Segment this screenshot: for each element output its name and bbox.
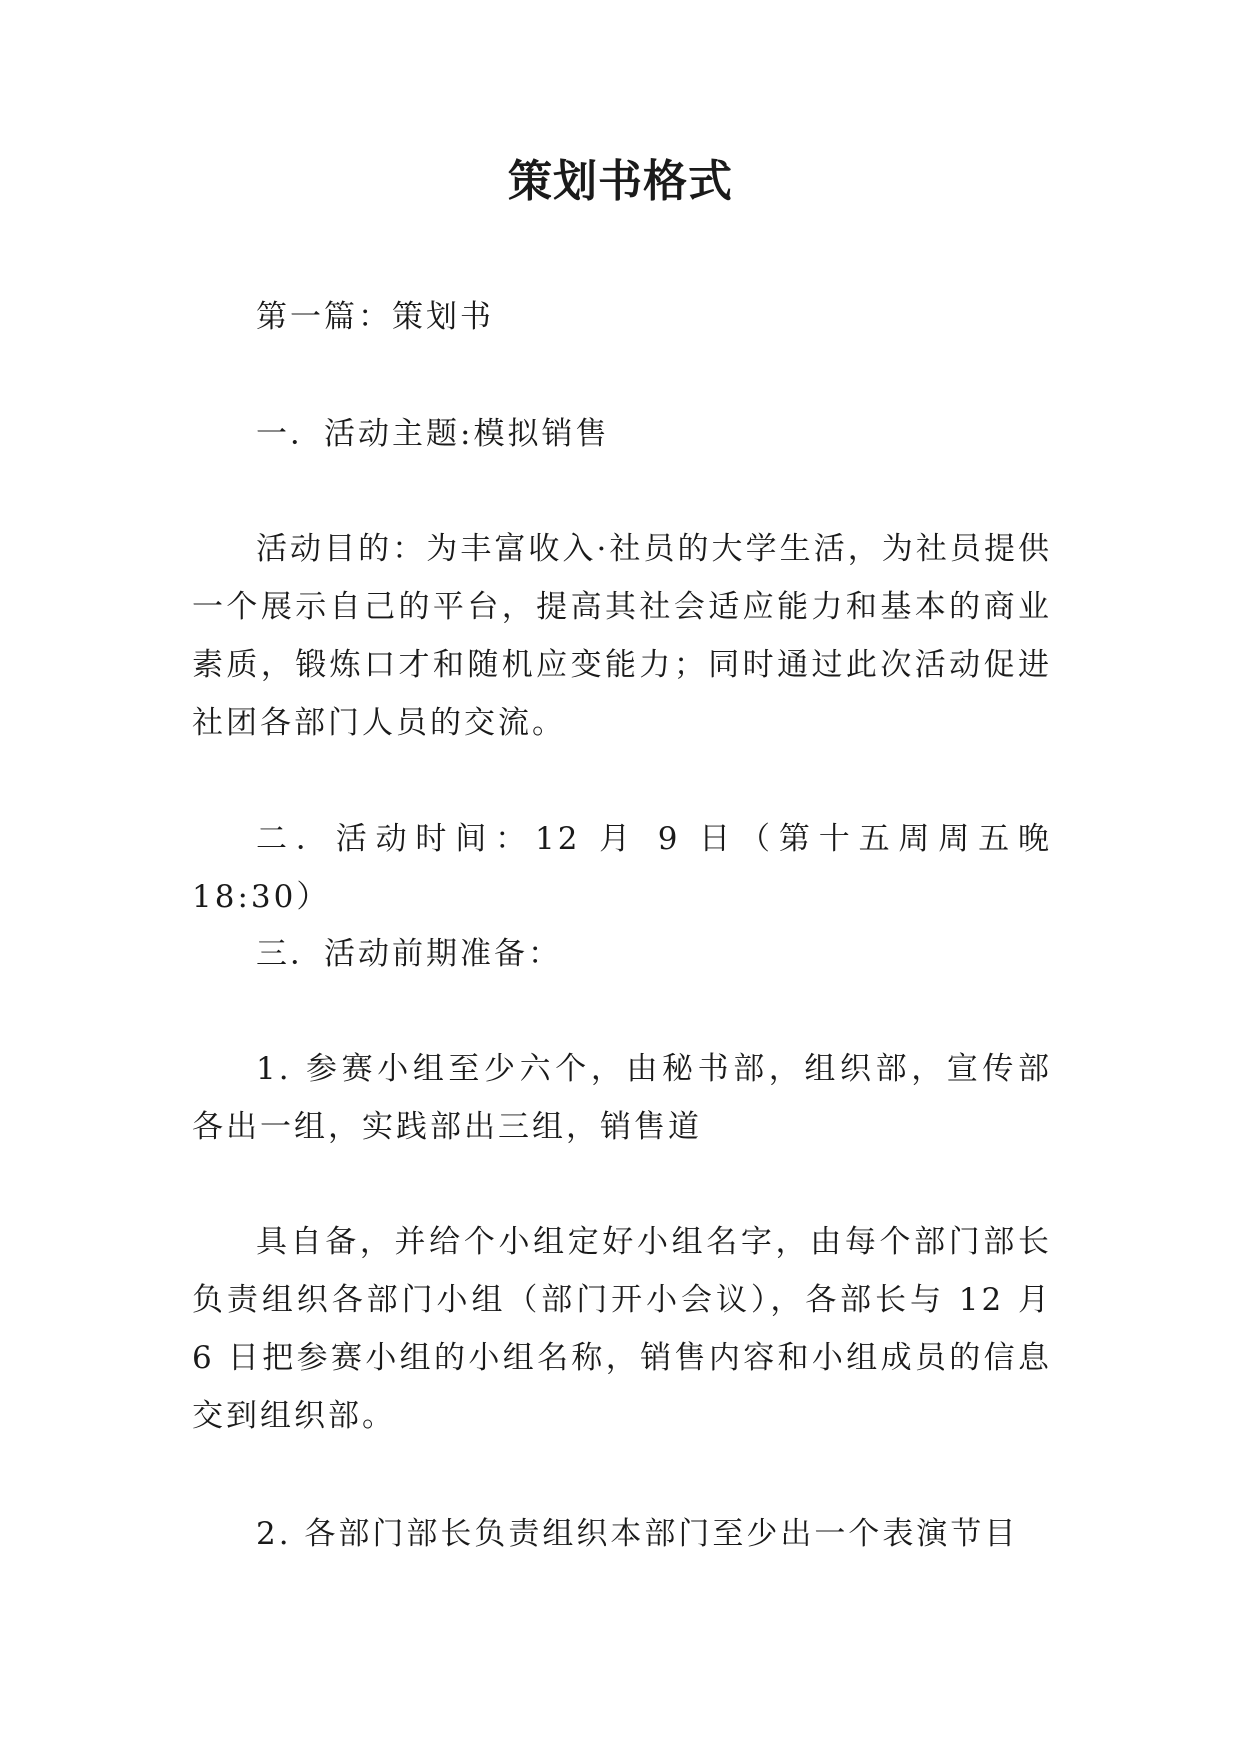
document-title: 策划书格式: [508, 156, 733, 207]
paragraph-activity-purpose: 活动目的：为丰富收入·社员的大学生活，为社员提供一个展示自己的平台，提高其社会适应能力和基本的商业素质，锻炼口才和随机应变能力；同时通过此次活动促进社团各部门人员的交流。: [192, 531, 1052, 741]
paragraph-activity-theme: 一．活动主题:模拟销售: [256, 416, 610, 452]
paragraph-preparation-heading: 三．活动前期准备：: [256, 936, 562, 972]
paragraph-activity-time: 二．活动时间：12 月 9 日（第十五周周五晚 18:30）: [192, 821, 1052, 915]
paragraph-chapter-heading: 第一篇：策划书: [256, 299, 494, 335]
paragraph-item-2: 2. 各部门部长负责组织本部门至少出一个表演节目: [256, 1516, 1019, 1552]
paragraph-item-1-continued: 具自备，并给个小组定好小组名字，由每个部门部长负责组织各部门小组（部门开小会议），各部长与 12 月 6 日把参赛小组的小组名称，销售内容和小组成员的信息交到组织部。: [192, 1224, 1052, 1434]
paragraph-item-1: 1. 参赛小组至少六个，由秘书部，组织部，宣传部各出一组，实践部出三组，销售道: [192, 1051, 1052, 1145]
